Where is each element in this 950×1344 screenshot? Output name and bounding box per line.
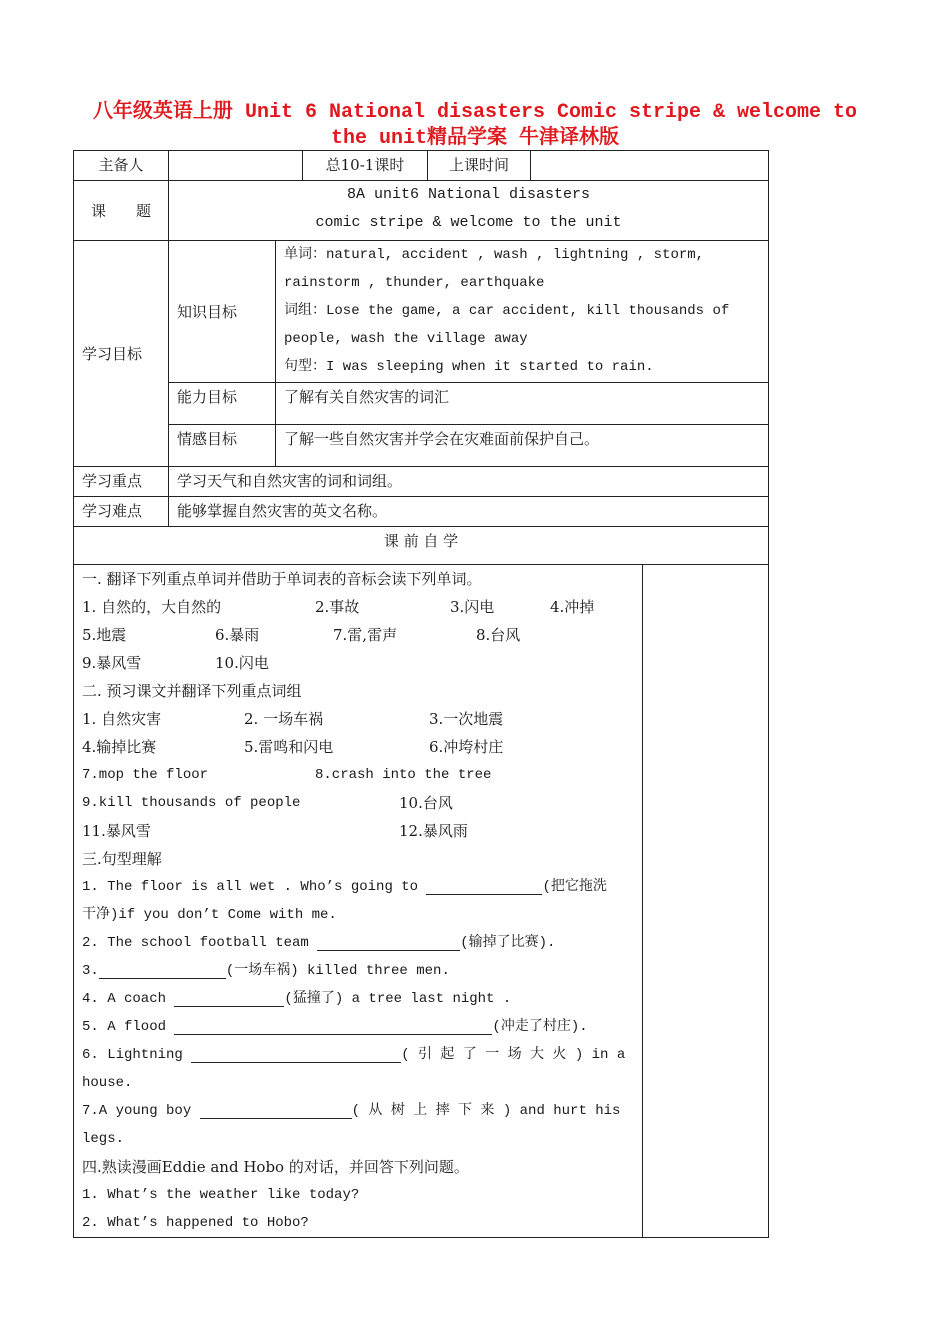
word-item: 3.闪电 <box>450 598 495 616</box>
time-value <box>531 151 769 181</box>
document-title <box>80 100 870 152</box>
prep-label: 主备人 <box>74 151 169 181</box>
period-label: 总10-1课时 <box>303 151 428 181</box>
knowledge-line: people, wash the village away <box>284 331 528 347</box>
ability-goal-label: 能力目标 <box>169 383 276 425</box>
phrase-item: 11.暴风雪 <box>82 822 151 840</box>
sentence-hint: (猛撞了) a tree last night . <box>284 991 512 1007</box>
section-1-words <box>82 593 634 621</box>
phrase-row <box>82 761 634 789</box>
sentence-2 <box>82 929 634 957</box>
word-row <box>82 621 634 649</box>
sentence-text: 6. Lightning <box>82 1047 192 1063</box>
header-row <box>74 151 769 181</box>
preview-content <box>74 565 643 1238</box>
sentence-text: 3. <box>82 963 99 979</box>
knowledge-line: 单词：natural, accident , wash , lightning , storm, <box>284 247 705 263</box>
sentence-hint: (一场车祸) killed three men. <box>225 963 450 979</box>
key-point-label: 学习重点 <box>74 467 169 497</box>
answer-blank[interactable] <box>426 878 542 895</box>
sentence-hint: (把它拖洗 <box>542 879 607 895</box>
phrase-item: 12.暴风雨 <box>399 822 468 840</box>
phrase-item: 4.输掉比赛 <box>82 738 157 756</box>
preview-heading: 课 前 自 学 <box>74 527 769 565</box>
key-point-row <box>74 467 769 497</box>
notes-column <box>643 565 769 1238</box>
sentence-text: 5. A flood <box>82 1019 175 1035</box>
ability-goal-text: 了解有关自然灾害的词汇 <box>276 383 769 425</box>
knowledge-line: 句型：I was sleeping when it started to rain. <box>284 359 654 375</box>
sentence-hint: (输掉了比赛). <box>460 935 556 951</box>
sentence-3 <box>82 957 634 985</box>
word-item: 6.暴雨 <box>215 626 260 644</box>
knowledge-line: rainstorm , thunder, earthquake <box>284 275 545 291</box>
difficulty-label: 学习难点 <box>74 497 169 527</box>
emotion-goal-text: 了解一些自然灾害并学会在灾难面前保护自己。 <box>276 425 769 467</box>
sentence-text: 1. The floor is all wet . Who’s going to <box>82 879 427 895</box>
word-item: 10.闪电 <box>215 654 269 672</box>
sentence-7 <box>82 1097 634 1125</box>
sentence-hint: ( 引 起 了 一 场 大 火 ) in a <box>401 1047 626 1063</box>
phrase-item: 5.雷鸣和闪电 <box>244 738 334 756</box>
goals-label: 学习目标 <box>74 241 169 467</box>
section-3-title: 三.句型理解 <box>82 850 162 868</box>
phrase-item: 9.kill thousands of people <box>82 795 301 811</box>
word-row <box>82 593 634 621</box>
sentence-text: 4. A coach <box>82 991 175 1007</box>
sentence-1 <box>82 873 634 901</box>
topic-label: 课 题 <box>74 181 169 241</box>
knowledge-goal-content <box>276 241 769 383</box>
question-2: 2. What’s happened to Hobo? <box>82 1215 309 1231</box>
topic-line-1: 8A unit6 National disasters <box>346 186 591 203</box>
emotion-goal-label: 情感目标 <box>169 425 276 467</box>
topic-content <box>169 181 769 241</box>
phrase-row <box>82 789 634 817</box>
word-item: 7.雷,雷声 <box>333 626 398 644</box>
answer-blank[interactable] <box>317 934 460 951</box>
phrase-row <box>82 817 634 845</box>
word-item: 4.冲掉 <box>550 598 595 616</box>
phrase-item: 3.一次地震 <box>429 710 504 728</box>
sentence-hint: (冲走了村庄). <box>492 1019 588 1035</box>
prep-value <box>169 151 303 181</box>
answer-blank[interactable] <box>191 1046 401 1063</box>
section-1-title: 一. 翻译下列重点单词并借助于单词表的音标会读下列单词。 <box>82 570 482 588</box>
answer-blank[interactable] <box>200 1102 352 1119</box>
sentence-hint: ( 从 树 上 摔 下 来 ) and hurt his <box>351 1103 621 1119</box>
time-label: 上课时间 <box>428 151 531 181</box>
key-point-text: 学习天气和自然灾害的词和词组。 <box>169 467 769 497</box>
sentence-text: 2. The school football team <box>82 935 318 951</box>
sentence-5 <box>82 1013 634 1041</box>
section-2-phrases <box>82 705 634 761</box>
section-4-title: 四.熟读漫画Eddie and Hobo 的对话，并回答下列问题。 <box>82 1158 469 1176</box>
sentence-4 <box>82 985 634 1013</box>
title-line-2: the unit精品学案 牛津译林版 <box>330 127 620 150</box>
phrase-row <box>82 733 634 761</box>
section-2-phrases-b <box>82 761 634 789</box>
word-row <box>82 649 634 677</box>
title-line-1: 八年级英语上册 Unit 6 National disasters Comic stripe & welcome to <box>92 101 858 124</box>
phrase-item: 6.冲垮村庄 <box>429 738 504 756</box>
word-item: 1. 自然的，大自然的 <box>82 598 222 616</box>
section-2-title: 二. 预习课文并翻译下列重点词组 <box>82 682 302 700</box>
preview-heading-row <box>74 527 769 565</box>
phrase-item: 2. 一场车祸 <box>244 710 324 728</box>
preview-body-row <box>74 565 769 1238</box>
difficulty-text: 能够掌握自然灾害的英文名称。 <box>169 497 769 527</box>
question-1: 1. What’s the weather like today? <box>82 1187 360 1203</box>
word-item: 9.暴风雪 <box>82 654 142 672</box>
section-2-phrases-c <box>82 789 634 845</box>
word-item: 2.事故 <box>315 598 360 616</box>
phrase-item: 7.mop the floor <box>82 767 209 783</box>
ability-goal-row <box>74 383 769 425</box>
section-1-words-b <box>82 621 634 677</box>
sentence-7-cont: legs. <box>82 1131 125 1147</box>
knowledge-goal-row <box>74 241 769 383</box>
word-item: 5.地震 <box>82 626 127 644</box>
answer-blank[interactable] <box>174 1018 492 1035</box>
word-item: 8.台风 <box>476 626 521 644</box>
answer-blank[interactable] <box>174 990 284 1007</box>
phrase-item: 1. 自然灾害 <box>82 710 162 728</box>
sentence-1-cont: 干净)if you don’t Come with me. <box>82 907 337 923</box>
phrase-row <box>82 705 634 733</box>
sentence-6-cont: house. <box>82 1075 133 1091</box>
sentence-6 <box>82 1041 634 1069</box>
knowledge-line: 词组：Lose the game, a car accident, kill thousands of <box>284 303 730 319</box>
difficulty-row <box>74 497 769 527</box>
lesson-plan-table <box>73 150 769 1238</box>
knowledge-goal-label: 知识目标 <box>169 241 276 383</box>
phrase-item: 8.crash into the tree <box>315 767 492 783</box>
topic-line-2: comic stripe & welcome to the unit <box>315 214 622 231</box>
answer-blank[interactable] <box>99 962 226 979</box>
phrase-item: 10.台风 <box>399 794 453 812</box>
topic-row <box>74 181 769 241</box>
emotion-goal-row <box>74 425 769 467</box>
sentence-text: 7.A young boy <box>82 1103 200 1119</box>
